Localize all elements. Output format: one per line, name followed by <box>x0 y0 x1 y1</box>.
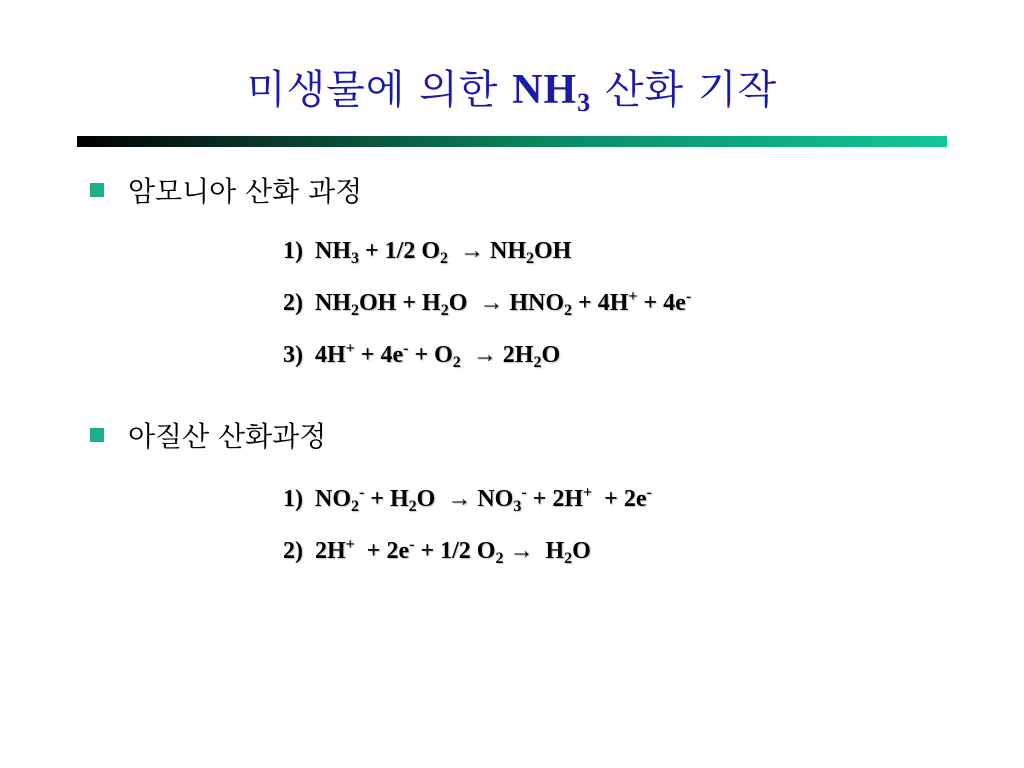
bullet-square-icon <box>90 183 104 197</box>
equation-ammonia-3: 3) $4H^+ + 4e^- + O_2 \to 2H_2O$ <box>283 340 561 371</box>
slide-title <box>0 58 1024 118</box>
title-divider <box>77 136 947 147</box>
section-heading-ammonia: 암모니아 산화 과정 <box>128 175 363 208</box>
bullet-square-icon <box>90 428 104 442</box>
equation-nitrite-2: 2) 2H+ + 2e- + 1/2 $O_2 \to H_2O$ <box>283 536 591 567</box>
title-prefix: 미생물에 의한 <box>246 67 513 113</box>
equation-ammonia-1: 1) $NH_3 + 1/2$ $O_2 \to NH_2OH$ <box>283 238 572 267</box>
title-suffix: 산화 기작 <box>591 67 778 113</box>
section-heading-nitrite: 아질산 산화과정 <box>128 420 327 453</box>
equation-nitrite-1: 1) $NO_2^- + H_2O \to NO_3^- + 2H^+ + 2e^-$ <box>283 484 652 515</box>
equation-ammonia-2: 2) $NH_2OH + H_2O \to HNO_2 + 4H^+ + 4e^-$ <box>283 288 692 319</box>
title-formula: $NH_3$ <box>512 67 592 117</box>
